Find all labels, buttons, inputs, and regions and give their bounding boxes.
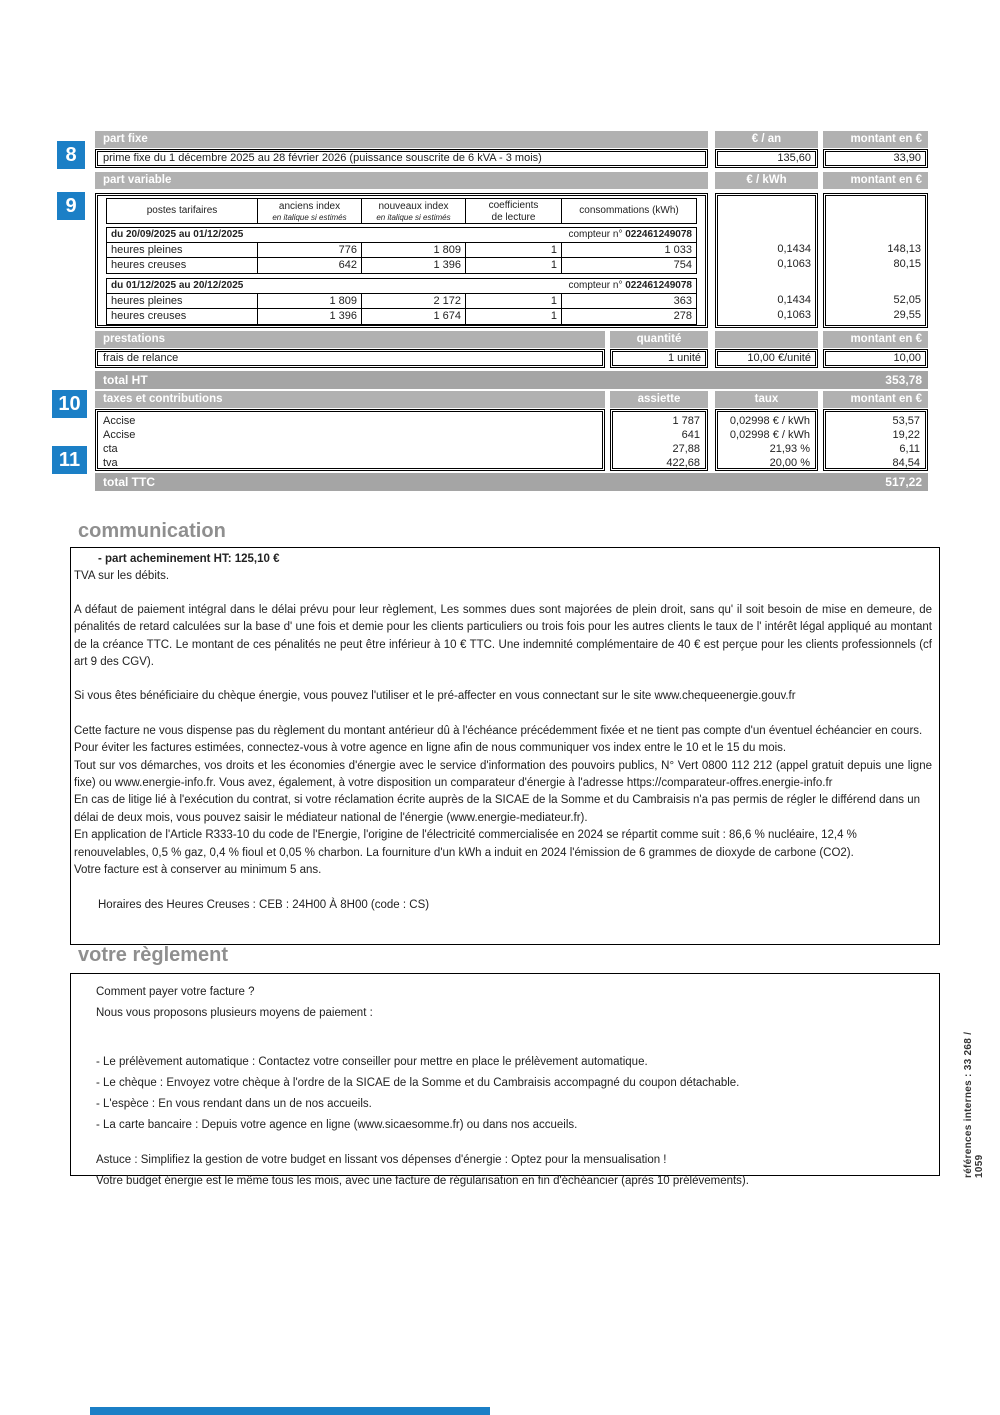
para-facture-anterieure: Cette facture ne vous dispense pas du règlement du montant antérieur dû à l'échéance précédemment fixée et ne tient pas compte d'un éventuel échéancier en cours. bbox=[74, 724, 923, 737]
col-nouveaux-index-label: nouveaux index bbox=[378, 201, 449, 212]
unit-price-value: 0,1434 bbox=[777, 294, 811, 306]
part-fixe-row-label: prime fixe du 1 décembre 2025 au 28 février 2026 (puissance souscrite de 6 kVA - 3 mois) bbox=[95, 149, 708, 168]
total-ttc-value: 517,22 bbox=[885, 475, 922, 489]
taxes-base-header: assiette bbox=[610, 391, 708, 408]
tax-amount: 6,11 bbox=[899, 443, 920, 455]
para-litige: En cas de litige lié à l'exécution du contrat, si votre réclamation écrite auprès de la SICAE de la Somme et du Cambraisis n'a pas permis de régler le différend dans un délai de deux mois, vous pouvez saisir le médiateur national de l'énergie (www.energie-mediateur.fr). bbox=[74, 794, 921, 824]
period-label: du 20/09/2025 au 01/12/2025 bbox=[111, 229, 244, 240]
spacer bbox=[74, 671, 932, 688]
col-coefficients-line2: de lecture bbox=[491, 212, 536, 223]
part-fixe-amount: 33,90 bbox=[823, 149, 928, 168]
tax-label: Accise bbox=[103, 415, 136, 427]
poste-label: heures pleines bbox=[107, 294, 258, 308]
coefficient: 1 bbox=[466, 258, 562, 273]
communication-box bbox=[70, 547, 940, 945]
part-variable-title: part variable bbox=[103, 174, 172, 186]
tax-rate: 21,93 % bbox=[769, 443, 810, 455]
part-fixe-amount-header: montant en € bbox=[823, 131, 928, 148]
taxes-rate-header: taux bbox=[715, 391, 818, 408]
tax-base: 422,68 bbox=[666, 457, 700, 469]
consommation: 1 033 bbox=[664, 244, 692, 256]
para-energie-info: Tout sur vos démarches, vos droits et les économies d'énergie avec le service d'information des pouvoirs publics, N° Vert 0800 112 212 (appel gratuit depuis une ligne fixe) ou www.energie-info.fr. Vous avez, également, à votre disposition un comparateur d'énergie à l'adresse https://comparateur-offres.energie-info.fr bbox=[74, 759, 932, 790]
mode-espece: - L'espèce : En vous rendant dans un de nos accueils. bbox=[96, 1098, 372, 1110]
tax-label: cta bbox=[103, 443, 118, 455]
taxes-header-bar bbox=[95, 391, 605, 408]
unit-price-value: 0,1063 bbox=[777, 309, 811, 321]
col-nouveaux-index-note: en italique si estimés bbox=[376, 213, 451, 222]
step-marker-8: 8 bbox=[57, 141, 85, 169]
acheminement-line: - part acheminement HT: 125,10 € bbox=[98, 553, 280, 565]
mode-prelevement: - Le prélèvement automatique : Contactez votre conseiller pour mettre en place le prélèvement automatique. bbox=[96, 1056, 648, 1068]
ancien-index: 1 809 bbox=[258, 294, 362, 308]
tax-rate: 20,00 % bbox=[769, 457, 810, 469]
unit-price-value: 0,1434 bbox=[777, 243, 811, 255]
consommation: 754 bbox=[673, 259, 692, 271]
spacer bbox=[74, 880, 932, 897]
prestation-qty: 1 unité bbox=[610, 349, 708, 368]
unit-price-value: 0,1063 bbox=[777, 258, 811, 270]
nouveau-index: 1 809 bbox=[362, 243, 466, 257]
table-row bbox=[107, 258, 696, 273]
mode-cheque: - Le chèque : Envoyez votre chèque à l'ordre de la SICAE de la Somme et du Cambraisis accompagné du coupon détachable. bbox=[96, 1077, 740, 1089]
part-fixe-unit-price: 135,60 bbox=[715, 149, 818, 168]
ancien-index: 642 bbox=[258, 258, 362, 273]
tax-rate: 0,02998 € / kWh bbox=[729, 415, 810, 427]
part-fixe-unit-header: € / an bbox=[715, 131, 818, 148]
para-index: Pour éviter les factures estimées, connectez-vous à votre agence en ligne afin de nous communiquer vos index entre le 10 et le 15 du mois. bbox=[74, 742, 787, 755]
coefficient: 1 bbox=[466, 243, 562, 257]
col-anciens-index-label: anciens index bbox=[278, 201, 341, 212]
internal-reference-note: références internes : 33 268 / 1059 bbox=[963, 1031, 985, 1178]
taxes-amount-header: montant en € bbox=[823, 391, 928, 408]
col-coefficients-line1: coefficients bbox=[488, 200, 539, 211]
prestation-unit-price: 10,00 €/unité bbox=[715, 349, 818, 368]
prestation-label: frais de relance bbox=[95, 349, 605, 368]
poste-label: heures pleines bbox=[107, 243, 258, 257]
table-row bbox=[107, 294, 696, 309]
period-label: du 01/12/2025 au 20/12/2025 bbox=[111, 280, 244, 291]
total-ttc-bar bbox=[95, 473, 928, 491]
bottom-accent-bar bbox=[90, 1407, 490, 1415]
part-fixe-header-bar bbox=[95, 131, 708, 148]
para-cheque-energie: Si vous êtes bénéficiaire du chèque énergie, vous pouvez l'utiliser et le pré-affecter en vous connectant sur le site www.chequeenergie.gouv.fr bbox=[74, 690, 796, 703]
col-postes-tarifaires: postes tarifaires bbox=[107, 199, 258, 223]
consumption-table-header bbox=[106, 198, 697, 224]
reglement-box bbox=[70, 973, 940, 1187]
col-nouveaux-index bbox=[362, 199, 466, 223]
astuce-line-1: Astuce : Simplifiez la gestion de votre budget en lissant vos dépenses d'énergie : Optez pour la mensualisation ! bbox=[96, 1154, 667, 1166]
prestations-title: prestations bbox=[103, 333, 165, 345]
part-variable-unit-header: € / kWh bbox=[715, 172, 818, 189]
astuce-line-2: Votre budget énergie est le même tous les mois, avec une facture de régularisation en fin d'échéancier (après 10 prélèvements). bbox=[96, 1175, 749, 1187]
spacer bbox=[74, 586, 932, 602]
mode-carte: - La carte bancaire : Depuis votre agence en ligne (www.sicaesomme.fr) ou dans nos accueils. bbox=[96, 1119, 578, 1131]
communication-title: communication bbox=[78, 520, 226, 542]
amount-value: 52,05 bbox=[893, 294, 921, 306]
ancien-index: 776 bbox=[258, 243, 362, 257]
tax-base: 641 bbox=[681, 429, 700, 441]
tax-rate: 0,02998 € / kWh bbox=[729, 429, 810, 441]
reglement-title: votre règlement bbox=[78, 944, 229, 966]
tax-amount: 19,22 bbox=[892, 429, 920, 441]
moyens-intro: Nous vous proposons plusieurs moyens de paiement : bbox=[96, 1007, 373, 1019]
coefficient: 1 bbox=[466, 309, 562, 324]
para-conservation: Votre facture est à conserver au minimum 5 ans. bbox=[74, 864, 322, 877]
tva-debits-line: TVA sur les débits. bbox=[74, 570, 170, 583]
part-fixe-title: part fixe bbox=[103, 133, 148, 145]
prestations-qty-header: quantité bbox=[610, 331, 708, 348]
meter-ref bbox=[568, 228, 692, 242]
para-origine-electricite: En application de l'Article R333-10 du code de l'Energie, l'origine de l'électricité commercialisée en 2024 se répartit comme suit : 86,6 % nucléaire, 12,4 % renouvelables, 0,5 % gaz, 0,4 % fioul et 0,05 % charbon. La fourniture d'un kWh a induit en 2024 l'émission de 6 grammes de dioxyde de carbone (CO2). bbox=[74, 829, 857, 859]
part-variable-header-bar bbox=[95, 172, 708, 189]
amount-value: 148,13 bbox=[887, 243, 921, 255]
para-penalites: A défaut de paiement intégral dans le délai prévu pour leur règlement, Les sommes dues sont majorées de plein droit, sans qu' il soit besoin de mise en demeure, de pénalités de retard calculées sur la base d' une fois et demie pour les clients particuliers ou trois fois pour les autres clients le taux de l' intérêt légal appliqué au montant de la créance TTC. Le montant de ces pénalités ne peut être inférieur à 10 € TTC. Une indemnité complémentaire de 40 € est perçue pour les clients professionnels (cf art 9 des CGV). bbox=[74, 603, 932, 669]
spacer bbox=[74, 706, 932, 723]
nouveau-index: 1 674 bbox=[362, 309, 466, 324]
col-anciens-index-note: en italique si estimés bbox=[272, 213, 347, 222]
poste-label: heures creuses bbox=[107, 258, 258, 273]
tax-label: tva bbox=[103, 457, 118, 469]
nouveau-index: 2 172 bbox=[362, 294, 466, 308]
col-coefficients bbox=[466, 199, 562, 223]
table-row bbox=[107, 243, 696, 258]
prestations-spacer-bar bbox=[715, 331, 818, 348]
spacer bbox=[96, 1024, 929, 1052]
total-ht-label: total HT bbox=[103, 373, 148, 387]
table-row bbox=[107, 309, 696, 324]
prestations-header-bar bbox=[95, 331, 605, 348]
tax-amount: 84,54 bbox=[892, 457, 920, 469]
meter-number: 022461249078 bbox=[625, 229, 692, 240]
col-anciens-index bbox=[258, 199, 362, 223]
tax-base: 27,88 bbox=[672, 443, 700, 455]
meter-label: compteur n° bbox=[568, 229, 623, 240]
ancien-index: 1 396 bbox=[258, 309, 362, 324]
taxes-rate-box bbox=[715, 409, 818, 471]
taxes-amount-box bbox=[823, 409, 928, 471]
amount-value: 29,55 bbox=[893, 309, 921, 321]
spacer bbox=[96, 1136, 929, 1150]
total-ht-value: 353,78 bbox=[885, 373, 922, 387]
payer-question: Comment payer votre facture ? bbox=[96, 986, 255, 998]
prestations-amount-header: montant en € bbox=[823, 331, 928, 348]
step-marker-9: 9 bbox=[57, 192, 85, 220]
poste-label: heures creuses bbox=[107, 309, 258, 324]
taxes-title: taxes et contributions bbox=[103, 393, 223, 405]
consumption-group-1 bbox=[106, 227, 697, 274]
taxes-label-box bbox=[95, 409, 605, 471]
meter-label: compteur n° bbox=[568, 280, 623, 291]
step-marker-11: 11 bbox=[52, 446, 87, 474]
meter-number: 022461249078 bbox=[625, 280, 692, 291]
consommation: 278 bbox=[673, 310, 692, 322]
consumption-group-2 bbox=[106, 278, 697, 325]
tax-base: 1 787 bbox=[672, 415, 700, 427]
consommation: 363 bbox=[673, 295, 692, 307]
col-consommations: consommations (kWh) bbox=[579, 205, 679, 216]
period-row bbox=[107, 279, 696, 294]
step-marker-10: 10 bbox=[52, 390, 87, 418]
taxes-base-box bbox=[610, 409, 708, 471]
total-ttc-label: total TTC bbox=[103, 475, 155, 489]
prestation-amount: 10,00 bbox=[823, 349, 928, 368]
amount-value: 80,15 bbox=[893, 258, 921, 270]
tax-label: Accise bbox=[103, 429, 136, 441]
nouveau-index: 1 396 bbox=[362, 258, 466, 273]
part-variable-amount-header: montant en € bbox=[823, 172, 928, 189]
coefficient: 1 bbox=[466, 294, 562, 308]
total-ht-bar bbox=[95, 371, 928, 389]
horaires-line: Horaires des Heures Creuses : CEB : 24H00 À 8H00 (code : CS) bbox=[98, 898, 430, 911]
meter-ref bbox=[568, 279, 692, 293]
period-row bbox=[107, 228, 696, 243]
tax-amount: 53,57 bbox=[892, 415, 920, 427]
